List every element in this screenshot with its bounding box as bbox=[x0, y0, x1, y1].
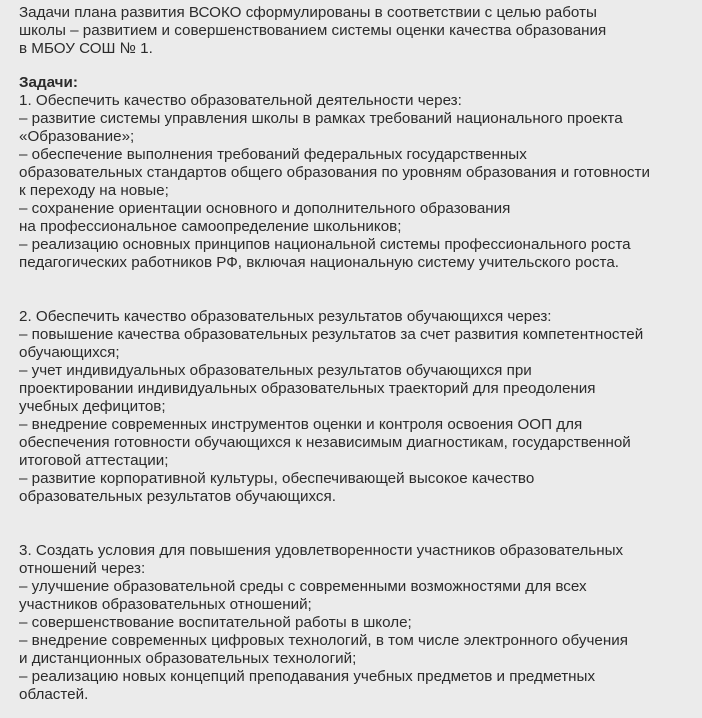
task-2-line: – повышение качества образовательных результатов за счет развития компетентностей bbox=[19, 326, 644, 343]
task-2-line: – развитие корпоративной культуры, обеспечивающей высокое качество bbox=[19, 470, 535, 487]
task-2-line: итоговой аттестации; bbox=[19, 452, 169, 469]
task-section-1 bbox=[19, 92, 702, 272]
task-3-line: – внедрение современных цифровых технологий, в том числе электронного обучения bbox=[19, 632, 628, 649]
task-1-line: педагогических работников РФ, включая национальную систему учительского роста. bbox=[19, 254, 619, 271]
task-2-line: обеспечения готовности обучающихся к независимым диагностикам, государственной bbox=[19, 434, 631, 451]
task-2-line: образовательных результатов обучающихся. bbox=[19, 488, 336, 505]
task-2-line: обучающихся; bbox=[19, 344, 120, 361]
task-1-title: 1. Обеспечить качество образовательной деятельности через: bbox=[19, 92, 462, 109]
tasks-heading: Задачи: bbox=[19, 74, 78, 91]
task-2-line: учебных дефицитов; bbox=[19, 398, 166, 415]
task-2-line: проектировании индивидуальных образовательных траекторий для преодоления bbox=[19, 380, 596, 397]
intro-line: в МБОУ СОШ № 1. bbox=[19, 40, 153, 57]
task-2-line: – внедрение современных инструментов оценки и контроля освоения ООП для bbox=[19, 416, 583, 433]
task-3-line: – реализацию новых концепций преподавания учебных предметов и предметных bbox=[19, 668, 596, 685]
task-3-title: 3. Создать условия для повышения удовлетворенности участников образовательных bbox=[19, 542, 624, 559]
task-1-line: на профессиональное самоопределение школьников; bbox=[19, 218, 402, 235]
task-section-2 bbox=[19, 308, 702, 506]
task-2-title: 2. Обеспечить качество образовательных результатов обучающихся через: bbox=[19, 308, 552, 325]
task-1-line: – обеспечение выполнения требований федеральных государственных bbox=[19, 146, 527, 163]
intro-line: Задачи плана развития ВСОКО сформулированы в соответствии с целью работы bbox=[19, 4, 597, 21]
task-section-3 bbox=[19, 542, 702, 704]
task-3-line: – совершенствование воспитательной работы в школе; bbox=[19, 614, 412, 631]
task-3-line: областей. bbox=[19, 686, 89, 703]
intro-line: школы – развитием и совершенствованием системы оценки качества образования bbox=[19, 22, 607, 39]
task-1-line: – развитие системы управления школы в рамках требований национального проекта bbox=[19, 110, 623, 127]
task-1-line: – сохранение ориентации основного и дополнительного образования bbox=[19, 200, 511, 217]
task-3-line: участников образовательных отношений; bbox=[19, 596, 312, 613]
task-2-line: – учет индивидуальных образовательных результатов обучающихся при bbox=[19, 362, 532, 379]
task-1-line: – реализацию основных принципов национальной системы профессионального роста bbox=[19, 236, 631, 253]
task-3-line: отношений через: bbox=[19, 560, 146, 577]
intro-paragraph bbox=[19, 4, 702, 58]
task-1-line: «Образование»; bbox=[19, 128, 135, 145]
task-1-line: к переходу на новые; bbox=[19, 182, 169, 199]
task-3-line: – улучшение образовательной среды с современными возможностями для всех bbox=[19, 578, 587, 595]
task-1-line: образовательных стандартов общего образования по уровням образования и готовности bbox=[19, 164, 650, 181]
task-3-line: и дистанционных образовательных технологий; bbox=[19, 650, 357, 667]
